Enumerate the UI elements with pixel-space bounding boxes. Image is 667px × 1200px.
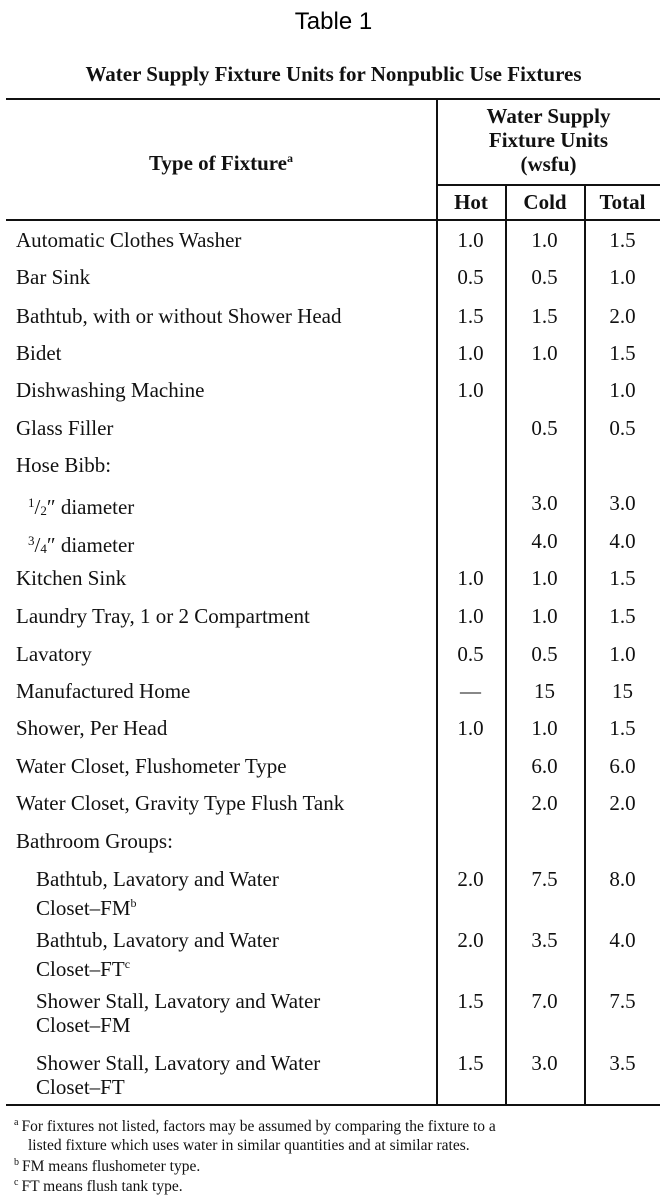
wsfu-group-header [437,104,660,176]
total-value: 1.5 [609,716,636,740]
fixture-name-line: Bathtub, Lavatory and Water [36,867,279,891]
fixture-name-suffix: ″ diameter [46,533,135,557]
total-value: 3.0 [609,491,636,515]
fixture-name: Shower, Per Head [16,716,168,740]
fixture-name-line: Bathtub, Lavatory and Water [36,928,279,952]
fixture-name-line [36,891,279,920]
fraction-denominator: 2 [40,503,47,518]
fixture-name: Bathroom Groups: [16,829,173,853]
fixture-name [28,491,134,523]
total-value: 1.5 [609,341,636,365]
total-value: 1.5 [609,604,636,628]
total-value: 1.0 [609,265,636,289]
fixture-name-line2: Closet–FT [36,957,125,981]
fixture-name: Water Closet, Flushometer Type [16,754,287,778]
total-value: 3.5 [609,1051,636,1075]
fixture-name: Dishwashing Machine [16,378,205,402]
cold-value: 1.0 [531,566,558,590]
fraction-numerator: 3 [28,533,35,548]
hot-value: 1.0 [457,716,484,740]
fixture-name: Bidet [16,341,62,365]
total-value: 4.0 [609,529,636,553]
fraction-numerator: 1 [28,495,35,510]
footnote-marker: b [14,1157,19,1168]
total-value: 2.0 [609,304,636,328]
table-label: Table 1 [294,8,373,35]
hot-value: 2.0 [457,928,484,952]
cold-column-header: Cold [523,190,567,214]
wsfu-header-line: (wsfu) [520,152,577,176]
total-column-header: Total [599,190,646,214]
cold-value: 3.0 [531,1051,558,1075]
footnote-ref: b [130,896,137,910]
cold-value: 0.5 [531,416,558,440]
fixture-name: Water Closet, Gravity Type Flush Tank [16,791,345,815]
total-value: 8.0 [609,867,636,891]
fixture-name-line: Shower Stall, Lavatory and Water [36,989,321,1013]
fixture-name-line [36,952,279,981]
footnote-text: For fixtures not listed, factors may be assumed by comparing the fixture to a [21,1118,496,1135]
fraction: $^1/_2$ [28,495,47,519]
total-value: 1.0 [609,642,636,666]
footnote-a [14,1113,654,1155]
cold-value: 4.0 [531,529,558,553]
fixture-name: Laundry Tray, 1 or 2 Compartment [16,604,310,628]
fixture-name-line: Closet–FT [36,1075,125,1099]
fixture-name-suffix: ″ diameter [46,495,135,519]
fixture-name [28,529,134,561]
fixture-name: Automatic Clothes Washer [16,228,242,252]
cold-value: 1.0 [531,716,558,740]
cold-value: 1.5 [531,304,558,328]
cold-value: 1.0 [531,228,558,252]
footnote-text: FM means flushometer type. [22,1158,201,1175]
cold-value: 2.0 [531,791,558,815]
wsfu-header-line: Fixture Units [488,128,609,152]
cold-value: 1.0 [531,341,558,365]
cold-value: 3.0 [531,491,558,515]
hot-value: 1.0 [457,228,484,252]
fixture-column-header [6,146,436,175]
fixture-name: Manufactured Home [16,679,191,703]
total-value: 6.0 [609,754,636,778]
footnote-marker: a [14,1117,19,1128]
fixture-name [36,1051,320,1099]
cold-value: 6.0 [531,754,558,778]
hot-value: 1.0 [457,604,484,628]
hot-value: 2.0 [457,867,484,891]
fixture-name-line: Shower Stall, Lavatory and Water [36,1051,321,1075]
fixture-name [36,867,279,920]
footnote-ref: c [124,957,131,971]
hot-value: — [460,679,481,703]
fixture-name: Hose Bibb: [16,453,112,477]
hot-value: 1.0 [457,566,484,590]
hot-value: 0.5 [457,265,484,289]
total-value: 7.5 [609,989,636,1013]
fixture-name [36,928,279,981]
total-value: 1.5 [609,228,636,252]
total-value: 1.0 [609,378,636,402]
total-value: 0.5 [609,416,636,440]
bottom-rule [6,1104,660,1106]
cold-value: 15 [534,679,555,703]
footnote-marker: c [14,1177,19,1188]
hot-value: 1.0 [457,378,484,402]
total-value: 1.5 [609,566,636,590]
total-value: 4.0 [609,928,636,952]
total-value: 2.0 [609,791,636,815]
hot-value: 1.0 [457,341,484,365]
table-caption: Water Supply Fixture Units for Nonpublic Use Fixtures [85,62,582,86]
cold-value: 7.0 [531,989,558,1013]
footnote-text: listed fixture which uses water in similar quantities and at similar rates. [28,1137,470,1154]
wsfu-header-line: Water Supply [486,104,611,128]
fraction: $^3/_4$ [28,533,47,557]
total-value: 15 [612,679,633,703]
footnote-text: FT means flush tank type. [21,1178,183,1195]
hot-value: 0.5 [457,642,484,666]
footnote-c [14,1173,654,1196]
fixture-header-ref: a [287,151,294,165]
hot-value: 1.5 [457,1051,484,1075]
fixture-name: Glass Filler [16,416,114,440]
top-rule [6,98,660,100]
cold-value: 7.5 [531,867,558,891]
hot-value: 1.5 [457,989,484,1013]
subheader-rule [436,184,660,186]
header-rule [6,219,660,221]
fixture-name: Bathtub, with or without Shower Head [16,304,342,328]
fraction-denominator: 4 [40,541,47,556]
fixture-name [36,989,320,1037]
fixture-name-line: Closet–FM [36,1013,131,1037]
hot-value: 1.5 [457,304,484,328]
cold-value: 3.5 [531,928,558,952]
fixture-name: Bar Sink [16,265,91,289]
cold-value: 0.5 [531,265,558,289]
fixture-name: Lavatory [16,642,92,666]
cold-value: 1.0 [531,604,558,628]
hot-column-header: Hot [454,190,488,214]
fixture-name: Kitchen Sink [16,566,127,590]
fixture-header-text: Type of Fixture [148,151,288,175]
cold-value: 0.5 [531,642,558,666]
fixture-name-line2: Closet–FM [36,896,131,920]
